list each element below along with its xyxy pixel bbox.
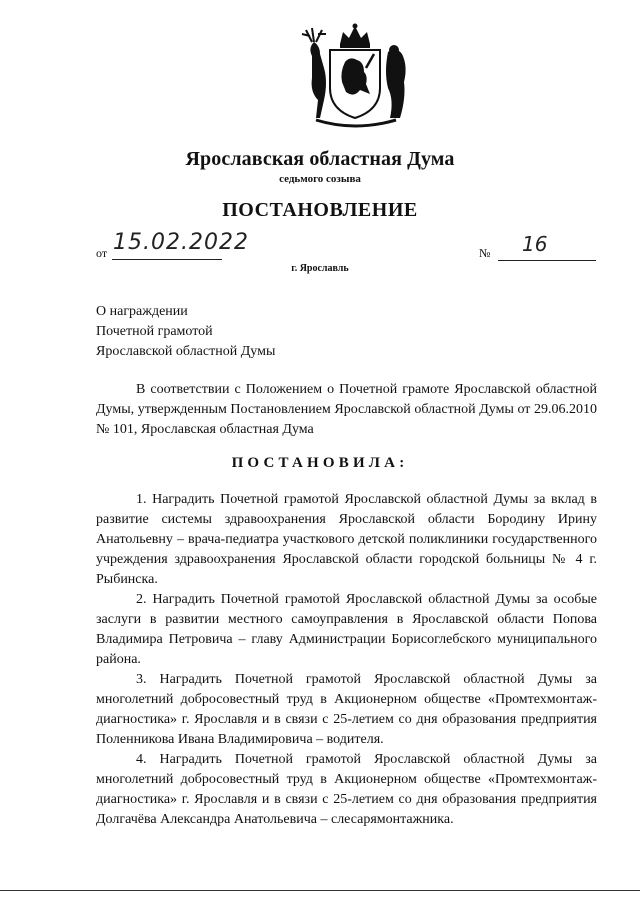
- resolution-items: [96, 490, 597, 830]
- resolution-item: 3. Наградить Почетной грамотой Ярославской областной Думы за многолетний добросовестный труд в Акционерном обществе «Промтехмонтаж-диагностика» г. Ярославля и в связи с 25-летием со дня образования предприятия Поленникова Ивана Владимировича – водителя.: [96, 672, 597, 747]
- resolution-item: 2. Наградить Почетной грамотой Ярославской областной Думы за особые заслуги в развитии местного самоуправления в Ярославской области Попова Владимира Петровича – главу Администрации Борисоглебского муниципального района.: [96, 592, 597, 667]
- subject-line: Ярославской областной Думы: [96, 344, 276, 359]
- resolution-item: 4. Наградить Почетной грамотой Ярославской областной Думы за многолетний добросовестный труд в Акционерном обществе «Промтехмонтаж-диагностика» г. Ярославля и в связи с 25-летием со дня образования предприятия Долгачёва Александра Анатольевича – слесарямонтажника.: [96, 752, 597, 827]
- city-label: г. Ярославль: [291, 263, 349, 274]
- date-prefix: от: [96, 246, 108, 260]
- subject-block: [96, 302, 275, 362]
- document-type-heading: ПОСТАНОВЛЕНИЕ: [222, 199, 418, 221]
- handwritten-date: 15.02.2022: [113, 230, 249, 255]
- subject-line: Почетной грамотой: [96, 324, 213, 339]
- coat-of-arms-bear-icon: [290, 22, 420, 134]
- subject-line: О награждении: [96, 304, 188, 319]
- handwritten-number: 16: [522, 232, 548, 256]
- number-sign: №: [479, 246, 491, 260]
- resolved-heading: ПОСТАНОВИЛА:: [231, 455, 409, 471]
- number-underline: [498, 260, 596, 261]
- date-underline: [112, 259, 222, 260]
- preamble-text: В соответствии с Положением о Почетной грамоте Ярославской областной Думы, утвержденным Постановлением Ярославской областной Думы от 29.06.2010 № 101, Ярославская областная Дума: [96, 382, 597, 437]
- resolution-item: 1. Наградить Почетной грамотой Ярославской областной Думы за вклад в развитие системы здравоохранения Ярославской области Бородину Ирину Анатольевну – врача-педиатра участкового детской поликлиники государственного учреждения здравоохранения Ярославской области городской больницы № 4 г. Рыбинска.: [96, 492, 597, 587]
- preamble-paragraph: [96, 380, 597, 440]
- organization-title: Ярославская областная Дума: [185, 148, 455, 170]
- page-bottom-rule: [0, 890, 640, 891]
- convocation-label: седьмого созыва: [279, 173, 361, 185]
